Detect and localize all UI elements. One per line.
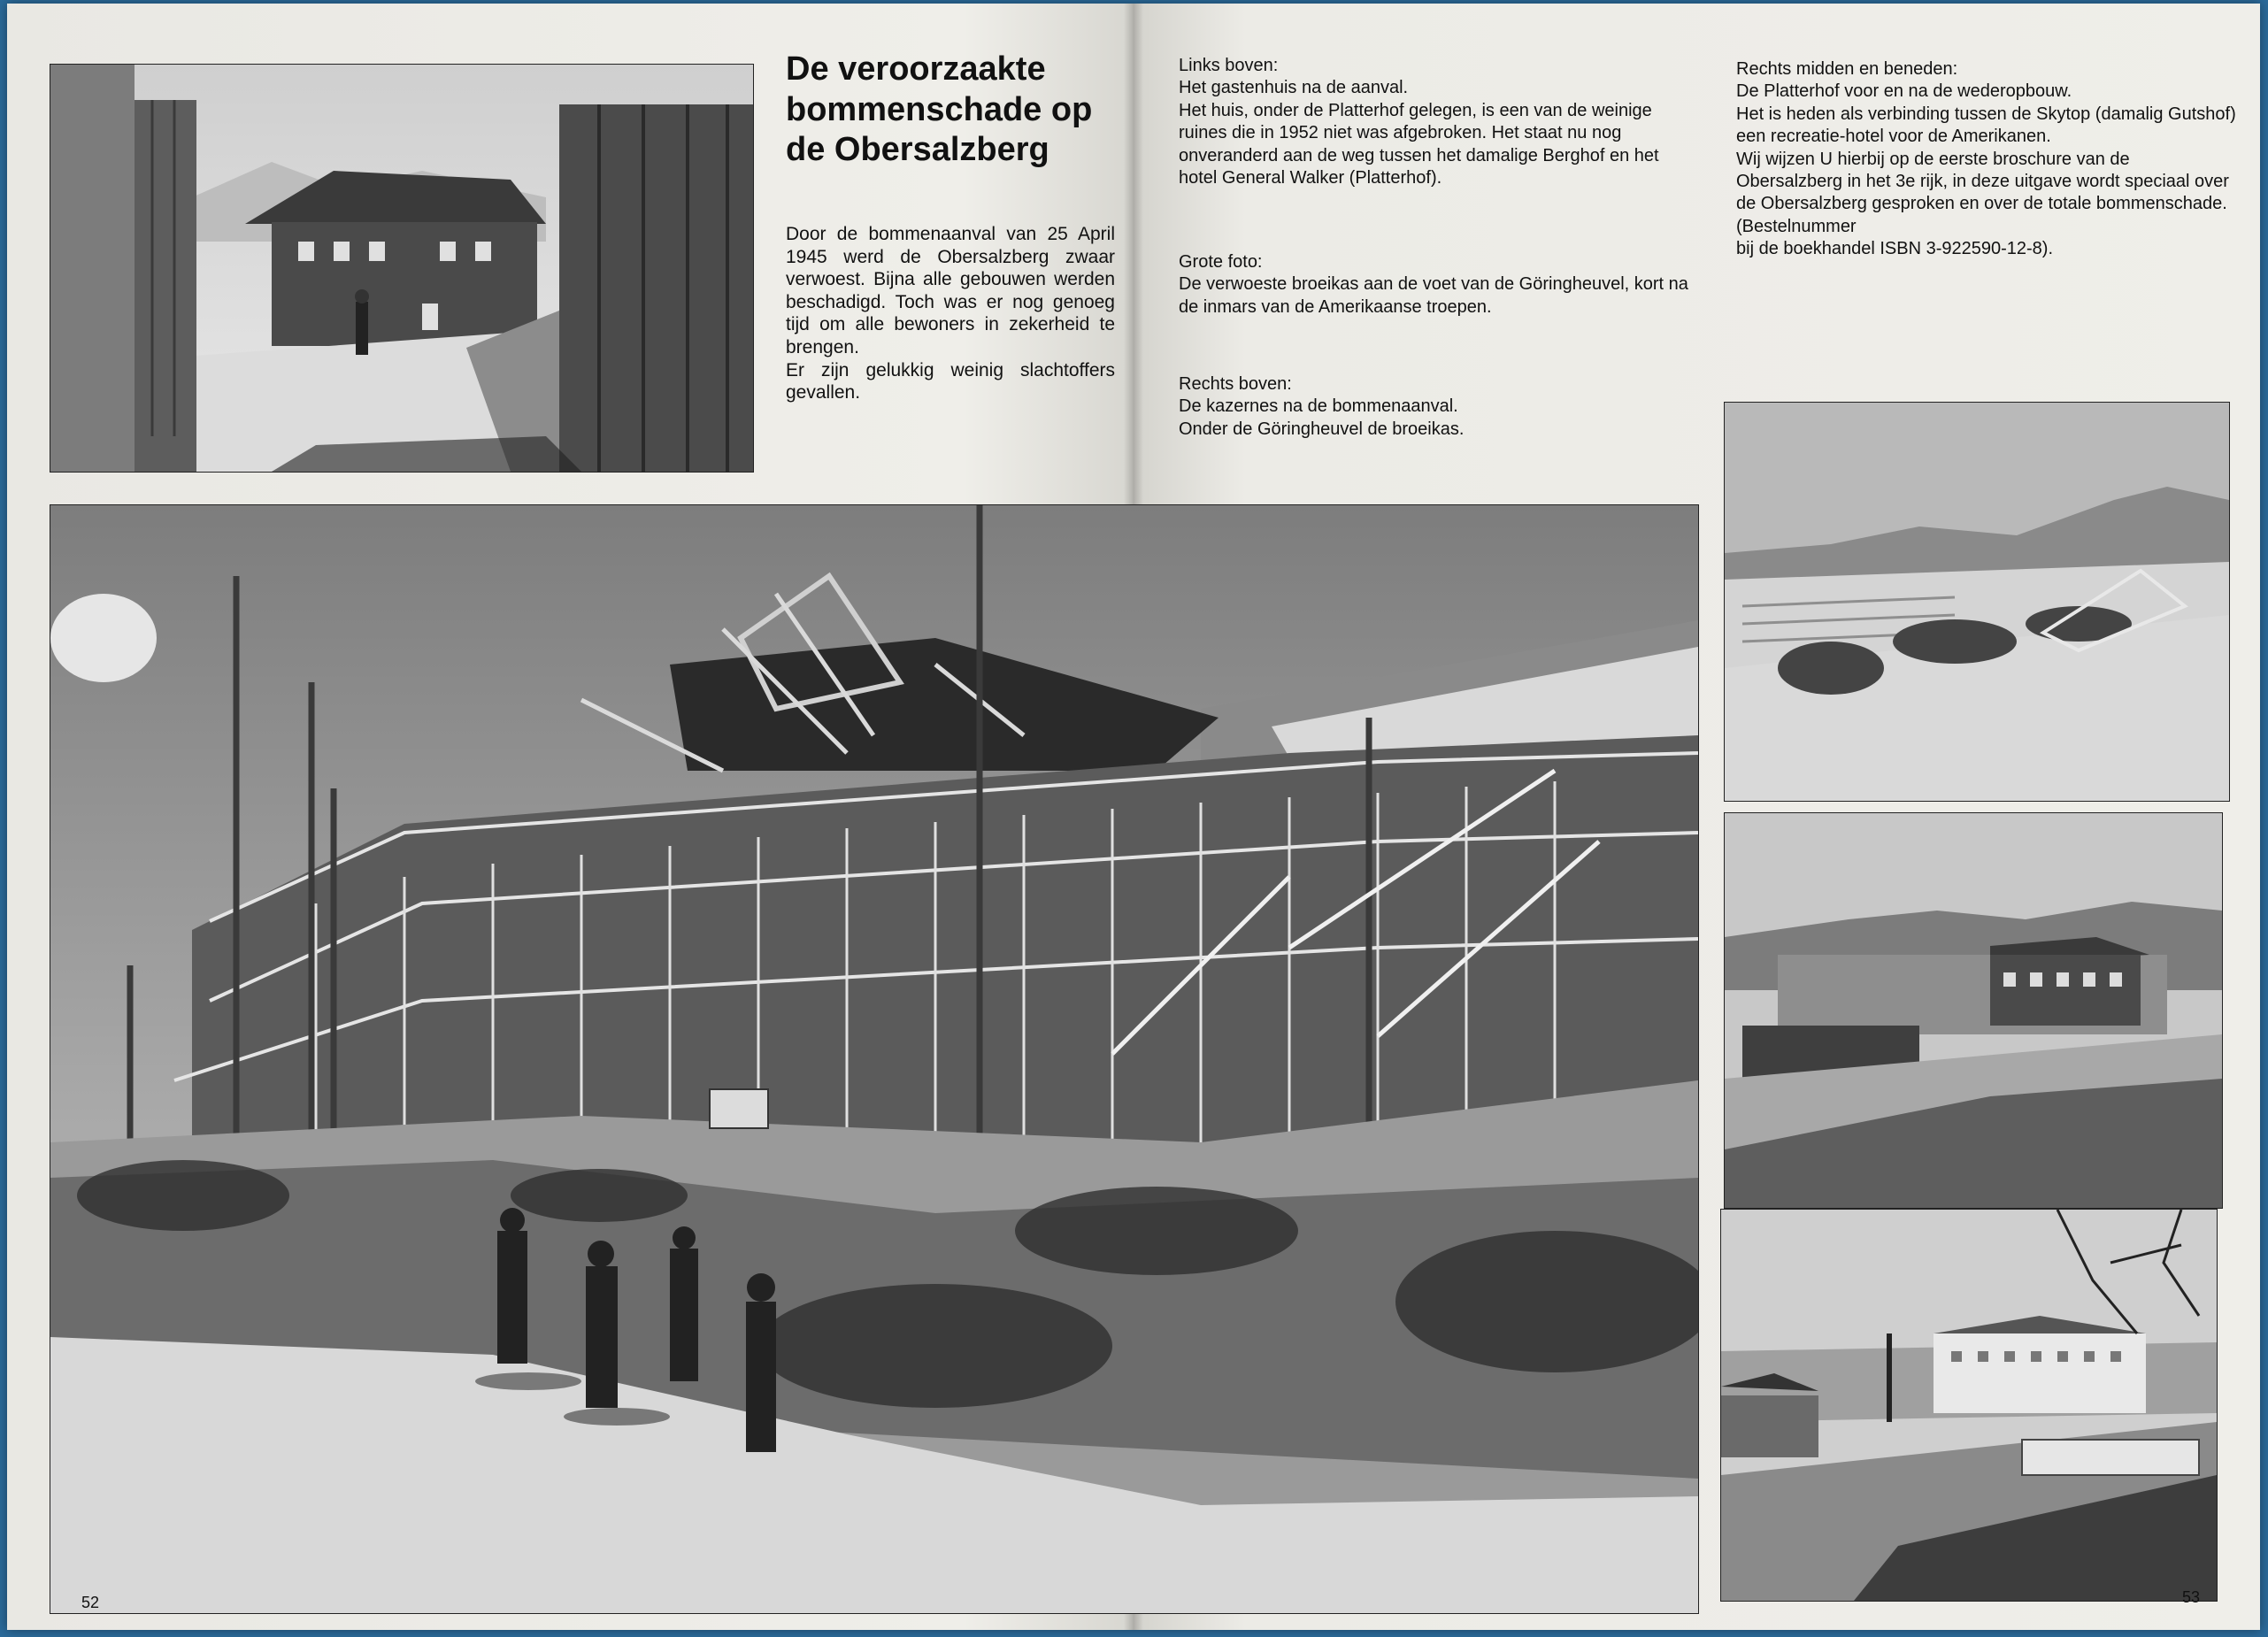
- caption-line: De kazernes na de bommenaanval.: [1179, 396, 1458, 417]
- caption-top-right-photo: [1179, 373, 1697, 441]
- caption-line: Het is heden als verbinding tussen de Skytop (damalig Gutshof) een recreatie-hotel voor de Amerikanen.: [1736, 104, 2236, 147]
- page-number-left: 52: [81, 1594, 100, 1611]
- caption-line: Onder de Göringheuvel de broeikas.: [1179, 419, 1465, 439]
- photo-guesthouse: [50, 64, 754, 473]
- caption-heading: Links boven:: [1179, 56, 1279, 75]
- caption-line: (Bestelnummer: [1736, 216, 1857, 236]
- title-line-2: bommenschade op: [786, 90, 1093, 128]
- caption-line: Het huis, onder de Platterhof gelegen, is een van de weinige ruines die in 1952 niet was afgebroken. Het staat nu nog onveranderd aan de weg tussen het damalige Berghof en het hotel General Walker (Platterhof).: [1179, 100, 1659, 188]
- caption-heading: Rechts boven:: [1179, 374, 1292, 394]
- title-line-1: De veroorzaakte: [786, 50, 1046, 88]
- caption-line: De verwoeste broeikas aan de voet van de Göringheuvel, kort na de inmars van de Amerikaanse troepen.: [1179, 274, 1688, 317]
- photo-platterhof-before: [1724, 812, 2223, 1209]
- caption-line: Wij wijzen U hierbij op de eerste broschure van de Obersalzberg in het 3e rijk, in deze uitgave wordt speciaal over de Obersalzberg gesproken en over de totale bommenschade.: [1736, 149, 2229, 214]
- caption-line: bij de boekhandel ISBN 3-922590-12-8).: [1736, 239, 2054, 259]
- caption-line: Het gastenhuis na de aanval.: [1179, 78, 1409, 98]
- book-spread: [7, 4, 2260, 1630]
- photo-barracks: [1724, 402, 2230, 802]
- caption-right-middle-bottom: [1736, 58, 2241, 261]
- caption-heading: Grote foto:: [1179, 252, 1263, 272]
- caption-big-photo: [1179, 251, 1697, 319]
- photo-destroyed-greenhouse: [50, 504, 1699, 1614]
- caption-heading: Rechts midden en beneden:: [1736, 59, 1958, 79]
- photo-platterhof-after: [1720, 1209, 2218, 1602]
- title-line-3: de Obersalzberg: [786, 131, 1049, 169]
- page-number-right: 53: [2182, 1588, 2201, 1606]
- caption-top-left-photo: [1179, 55, 1697, 189]
- body-paragraph-2: Er zijn gelukkig weinig slachtoffers gevallen.: [786, 359, 1115, 403]
- body-paragraph-1: Door de bommenaanval van 25 April 1945 werd de Obersalzberg zwaar verwoest. Bijna alle gebouwen werden beschadigd. Toch was er nog genoeg tijd om alle bewoners in zekerheid te brengen.: [786, 224, 1115, 358]
- article-body: [786, 223, 1115, 404]
- caption-line: De Platterhof voor en na de wederopbouw.: [1736, 81, 2072, 102]
- article-title: [786, 50, 1122, 171]
